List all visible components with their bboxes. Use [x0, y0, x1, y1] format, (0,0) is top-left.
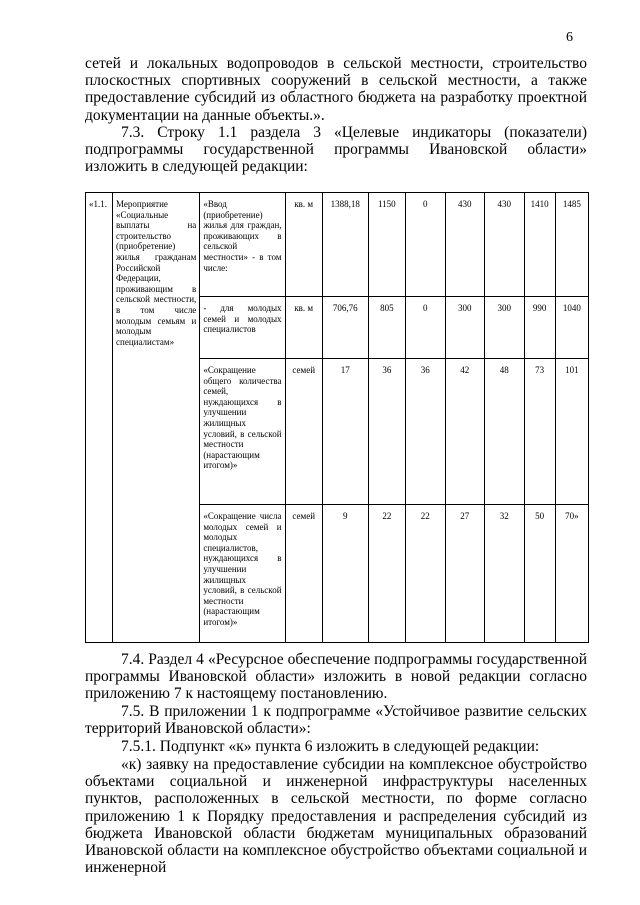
value-cell: 300 — [445, 297, 484, 359]
value-cell: 805 — [368, 297, 405, 359]
value-cell: 22 — [406, 505, 445, 643]
paragraph-7-5-1: 7.5.1. Подпункт «к» пункта 6 изложить в следующей редакции: — [121, 738, 540, 755]
value-cell: 36 — [368, 359, 405, 505]
paragraph-7-4: 7.4. Раздел 4 «Ресурсное обеспечение подпрограммы государственной программы Ивановской области» изложить в новой редакции согласно приложению 7 к настоящему постановлению. — [85, 651, 587, 703]
value-cell: 990 — [524, 297, 555, 359]
paragraph-subitem-k: «к) заявку на предоставление субсидии на комплексное обустройство объектами социальной и инженерной инфраструктуры населенных пунктов, расположенных в сельской местности, по форме согласно приложению 1 к Порядку предоставления и распределения субсидий из бюджета Ивановской области бюджетам муниципальных образований Ивановской области на комплексное обустройство объектами социальной и инженерной — [85, 756, 587, 877]
value-cell: 101 — [555, 359, 588, 505]
row-number-cell: «1.1. — [86, 193, 113, 643]
value-cell: 36 — [406, 359, 445, 505]
value-cell: 73 — [524, 359, 555, 505]
value-cell: 22 — [368, 505, 405, 643]
value-cell: 50 — [524, 505, 555, 643]
unit-cell: кв. м — [285, 193, 322, 297]
value-cell: 42 — [445, 359, 484, 505]
value-cell: 48 — [485, 359, 524, 505]
value-cell: 0 — [406, 193, 445, 297]
value-cell: 70» — [555, 505, 588, 643]
unit-cell: кв. м — [285, 297, 322, 359]
unit-cell: семей — [285, 359, 322, 505]
value-cell: 0 — [406, 297, 445, 359]
indicator-cell: «Сокращение общего количества семей, нуждающихся в улучшении жилищных условий, в сельской местности (нарастающим итогом)» — [200, 359, 285, 505]
value-cell: 1485 — [555, 193, 588, 297]
value-cell: 1410 — [524, 193, 555, 297]
value-cell: 1388,18 — [322, 193, 368, 297]
value-cell: 300 — [485, 297, 524, 359]
value-cell: 430 — [445, 193, 484, 297]
value-cell: 706,76 — [322, 297, 368, 359]
value-cell: 1040 — [555, 297, 588, 359]
page-number: 6 — [566, 30, 573, 45]
unit-cell: семей — [285, 505, 322, 643]
paragraph-networks: сетей и локальных водопроводов в сельской местности, строительство плоскостных спортивных сооружений в сельской местности, а также предоставление субсидий из областного бюджета на разработку проектной документации на данные объекты.». — [85, 55, 587, 124]
value-cell: 1150 — [368, 193, 405, 297]
paragraph-7-5: 7.5. В приложении 1 к подпрограмме «Устойчивое развитие сельских территорий Ивановской области»: — [85, 703, 587, 738]
value-cell: 32 — [485, 505, 524, 643]
paragraph-7-3: 7.3. Строку 1.1 раздела 3 «Целевые индикаторы (показатели) подпрограммы государственной программы Ивановской области» изложить в следующей редакции: — [85, 124, 587, 176]
indicator-cell: «Ввод (приобретение) жилья для граждан, проживающих в сельской местности» - в том числе: — [200, 193, 285, 297]
event-cell: Мероприятие «Социальные выплаты на строительство (приобретение) жилья гражданам Российской Федерации, проживающим в сельской местности, в том числе молодым семьям и молодым специалистам» — [113, 193, 200, 643]
value-cell: 9 — [322, 505, 368, 643]
value-cell: 17 — [322, 359, 368, 505]
indicator-cell: - для молодых семей и молодых специалистов — [200, 297, 285, 359]
indicators-table — [85, 192, 589, 643]
value-cell: 430 — [485, 193, 524, 297]
table-row — [86, 193, 589, 297]
value-cell: 27 — [445, 505, 484, 643]
indicator-cell: «Сокращение числа молодых семей и молодых специалистов, нуждающихся в улучшении жилищных условий, в сельской местности (нарастающим итогом)» — [200, 505, 285, 643]
